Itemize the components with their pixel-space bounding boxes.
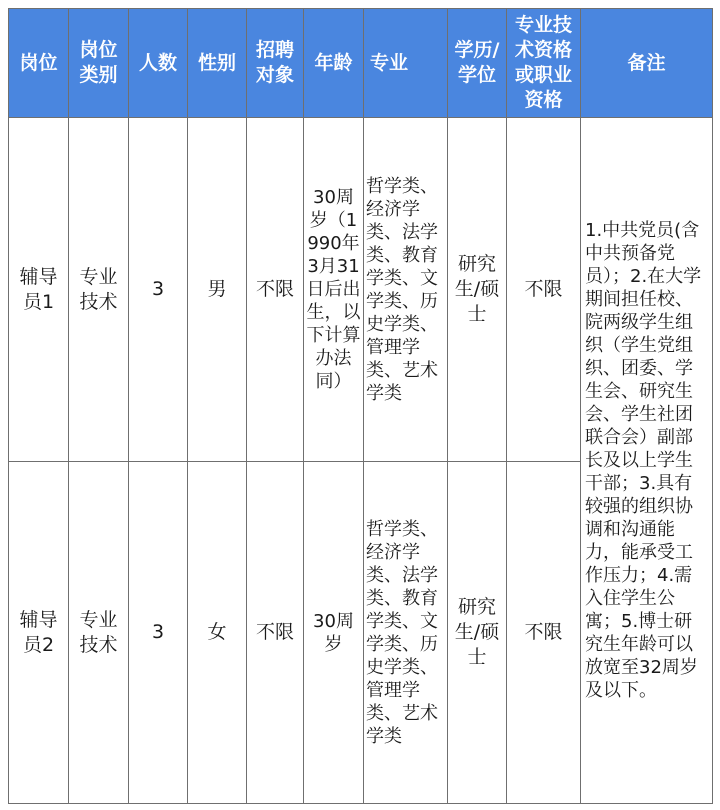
cell-gender: 女 [188, 462, 247, 804]
cell-qualification: 不限 [507, 118, 581, 462]
cell-degree: 研究生/硕士 [448, 462, 507, 804]
cell-gender: 男 [188, 118, 247, 462]
header-count: 人数 [129, 9, 188, 118]
cell-major: 哲学类、经济学类、法学类、教育学类、文学类、历史学类、管理学类、艺术学类 [364, 462, 448, 804]
header-qualification: 专业技术资格或职业资格 [507, 9, 581, 118]
header-target: 招聘对象 [247, 9, 304, 118]
header-gender: 性别 [188, 9, 247, 118]
header-row [9, 9, 713, 118]
cell-post-type: 专业技术 [69, 462, 129, 804]
header-major: 专业 [364, 9, 448, 118]
cell-remarks: 1.中共党员(含中共预备党员）；2.在大学期间担任校、院两级学生组织（学生党组织、团委、学生会、研究生会、学生社团联合会）副部长及以上学生干部；3.具有较强的组织协调和沟通能力，能承受工作压力；4.需入住学生公寓；5.博士研究生年龄可以放宽至32周岁及以下。 [581, 118, 713, 804]
cell-target: 不限 [247, 118, 304, 462]
cell-degree: 研究生/硕士 [448, 118, 507, 462]
table-row [9, 118, 713, 462]
cell-post: 辅导员1 [9, 118, 69, 462]
cell-count: 3 [129, 118, 188, 462]
cell-major: 哲学类、经济学类、法学类、教育学类、文学类、历史学类、管理学类、艺术学类 [364, 118, 448, 462]
cell-age: 30周岁（1990年3月31日后出生，以下计算办法同） [304, 118, 364, 462]
header-age: 年龄 [304, 9, 364, 118]
header-post: 岗位 [9, 9, 69, 118]
cell-post: 辅导员2 [9, 462, 69, 804]
header-degree: 学历/学位 [448, 9, 507, 118]
header-remarks: 备注 [581, 9, 713, 118]
cell-post-type: 专业技术 [69, 118, 129, 462]
header-post-type: 岗位类别 [69, 9, 129, 118]
cell-target: 不限 [247, 462, 304, 804]
cell-count: 3 [129, 462, 188, 804]
cell-age: 30周岁 [304, 462, 364, 804]
recruitment-table [8, 8, 713, 804]
cell-qualification: 不限 [507, 462, 581, 804]
